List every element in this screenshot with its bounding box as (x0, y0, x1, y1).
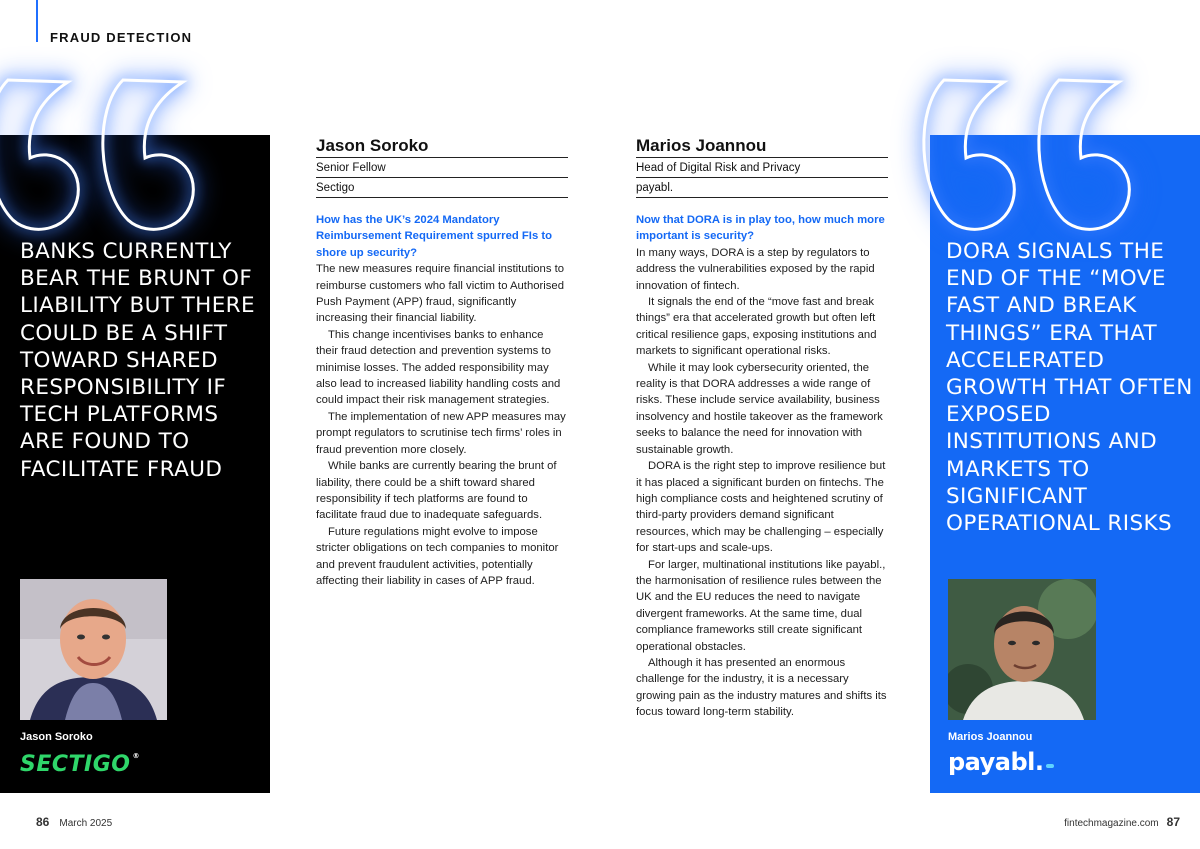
right-pull-quote: DORA SIGNALS THE END OF THE “MOVE FAST AND BREAK THINGS” ERA THAT ACCELERATED GROWTH THAT OFTEN EXPOSED INSTITUTIONS AND MARKETS TO SIGNIFICANT OPERATIONAL RISKS (946, 239, 1193, 537)
logo-accent-icon (1046, 764, 1054, 768)
answer-paragraph: DORA is the right step to improve resilience but it has placed a significant burden on fintechs. The high compliance costs and heightened scrutiny of third-party providers demand significant resources, which may be challenging – especially for start-ups and scale-ups. (636, 460, 886, 555)
interview-question: How has the UK’s 2024 Mandatory Reimbursement Requirement spurred FIs to shore up security? (316, 214, 553, 259)
interviewee-name: Jason Soroko (316, 136, 568, 158)
section-rule (36, 0, 38, 42)
interviewee-company: Sectigo (316, 178, 568, 198)
right-interview-column (636, 136, 888, 721)
answer-paragraph: This change incentivises banks to enhance their fraud detection and prevention systems to minimise losses. The added responsibility may also lead to increased liability handling costs and could impact their risk management strategies. (316, 328, 561, 407)
quote-mark-icon (0, 70, 218, 240)
answer-paragraph: The new measures require financial institutions to reimburse customers who fall victim to Authorised Push Payment (APP) fraud, significantly increasing their financial liability. (316, 263, 565, 325)
answer-paragraph: While banks are currently bearing the brunt of liability, there could be a shift toward shared responsibility if tech platforms are found to facilitate fraud due to inadequate safeguards. (316, 460, 557, 522)
interviewee-name: Marios Joannou (636, 136, 888, 158)
answer-paragraph: For larger, multinational institutions like payabl., the harmonisation of resilience rules between the UK and the EU reduces the need to navigate divergent frameworks. At the same time, dual compliance frameworks still create significant operational obstacles. (636, 558, 886, 653)
answer-body (636, 245, 888, 721)
interview-question: Now that DORA is in play too, how much more important is security? (636, 214, 885, 243)
payabl-logo: payabl. (948, 748, 1054, 776)
left-photo-caption: Jason Soroko (20, 731, 93, 743)
interviewee-title: Senior Fellow (316, 158, 568, 178)
answer-paragraph: Although it has presented an enormous challenge for the industry, it is a necessary growing pain as the industry matures and shifts its focus toward long-term stability. (636, 656, 887, 719)
answer-body (316, 261, 568, 589)
answer-paragraph: In many ways, DORA is a step by regulators to address the vulnerabilities exposed by the rapid innovation of fintech. (636, 246, 875, 292)
jason-soroko-photo (20, 579, 167, 720)
issue-date: March 2025 (59, 818, 113, 829)
left-interview-column (316, 136, 568, 589)
page-number: 87 (1166, 815, 1180, 829)
footer-right (1064, 815, 1180, 829)
quote-mark-icon (914, 70, 1154, 240)
section-label: FRAUD DETECTION (50, 30, 193, 45)
site-url: fintechmagazine.com (1064, 818, 1159, 829)
page-number: 86 (36, 815, 50, 829)
right-photo-caption: Marios Joannou (948, 731, 1033, 743)
interviewee-title: Head of Digital Risk and Privacy (636, 158, 888, 178)
sectigo-logo: SECTIGO ® (20, 752, 140, 777)
footer-left (36, 815, 112, 829)
answer-paragraph: Future regulations might evolve to impose stricter obligations on tech companies to monitor and prevent fraudulent activities, potentially affecting their liability in cases of APP fraud. (316, 525, 559, 587)
answer-paragraph: The implementation of new APP measures may prompt regulators to scrutinise tech firms’ roles in fraud prevention more closely. (316, 410, 566, 456)
marios-joannou-photo (948, 579, 1096, 720)
interviewee-company: payabl. (636, 178, 888, 198)
answer-paragraph: It signals the end of the “move fast and break things” era that accelerated growth but often left critical resilience gaps, exposing institutions and markets to significant operational risks. (636, 296, 877, 358)
left-pull-quote: BANKS CURRENTLY BEAR THE BRUNT OF LIABILITY BUT THERE COULD BE A SHIFT TOWARD SHARED RESPONSIBILITY IF TECH PLATFORMS ARE FOUND TO FACILITATE FRAUD (20, 239, 255, 482)
answer-paragraph: While it may look cybersecurity oriented, the reality is that DORA addresses a wide range of risks. These include service availability, business insolvency and hostile takeover as the framework seeks to balance the need for innovation with sustainable growth. (636, 361, 883, 456)
